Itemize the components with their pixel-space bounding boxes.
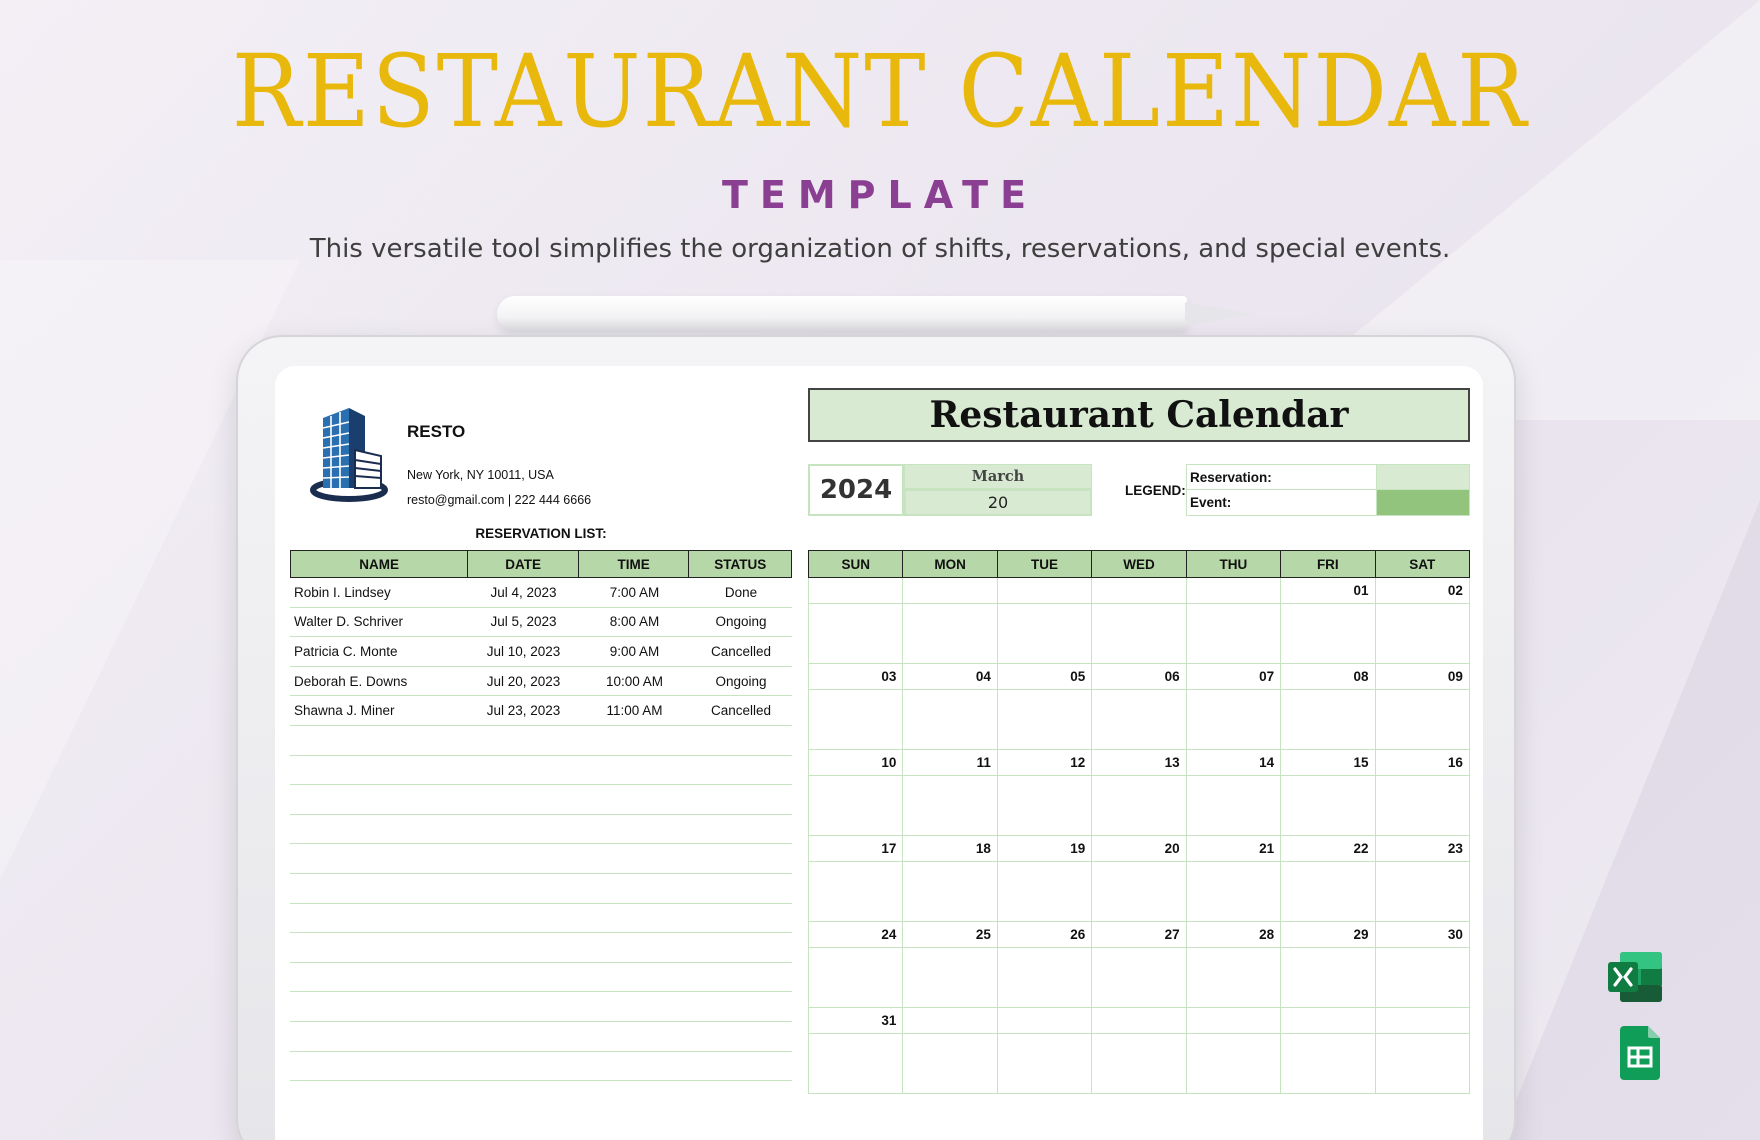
calendar-empty-cell[interactable] — [998, 578, 1092, 664]
table-row-empty[interactable] — [290, 756, 792, 786]
calendar-day-number: 02 — [1376, 578, 1469, 604]
cell-status[interactable]: Done — [724, 584, 758, 600]
calendar-day-number: 21 — [1187, 836, 1280, 862]
cell-date[interactable]: Jul 4, 2023 — [490, 584, 557, 600]
cell-time[interactable]: 9:00 AM — [609, 643, 660, 659]
calendar-day-number: 11 — [903, 750, 996, 776]
calendar-day-number: 30 — [1376, 922, 1469, 948]
google-sheets-icon[interactable] — [1620, 1026, 1662, 1080]
calendar-day-cell[interactable] — [1187, 836, 1281, 922]
cell-status[interactable]: Ongoing — [715, 673, 767, 689]
calendar-day-number — [1187, 578, 1280, 604]
calendar-day-number — [1376, 1008, 1469, 1034]
table-row-empty[interactable] — [290, 844, 792, 874]
calendar-week-row — [809, 836, 1470, 922]
reservation-table-header — [290, 550, 792, 578]
calendar-day-cell[interactable] — [1281, 664, 1375, 750]
table-row[interactable] — [290, 667, 792, 697]
cell-time[interactable]: 11:00 AM — [606, 703, 663, 719]
cell-time[interactable]: 8:00 AM — [609, 614, 660, 630]
cell-time[interactable]: 10:00 AM — [605, 673, 664, 689]
page-title: RESTAURANT CALENDAR — [231, 33, 1529, 150]
stylus-pen — [497, 296, 1187, 332]
calendar-day-number: 04 — [903, 664, 996, 690]
calendar-day-number: 14 — [1187, 750, 1280, 776]
table-row-empty[interactable] — [290, 874, 792, 904]
calendar-day-number — [903, 1008, 996, 1034]
calendar-day-cell[interactable] — [1187, 922, 1281, 1008]
calendar-day-number — [998, 578, 1091, 604]
calendar-day-number: 07 — [1187, 664, 1280, 690]
cell-name[interactable]: Robin I. Lindsey — [294, 584, 391, 600]
table-row-empty[interactable] — [290, 785, 792, 815]
calendar-day-cell[interactable] — [1376, 836, 1470, 922]
calendar-day-cell[interactable] — [809, 664, 903, 750]
table-row[interactable] — [290, 637, 792, 667]
cell-date[interactable]: Jul 23, 2023 — [486, 703, 561, 719]
table-row-empty[interactable] — [290, 815, 792, 845]
legend-event-label: Event: — [1187, 490, 1377, 515]
legend-reservation-label: Reservation: — [1187, 465, 1377, 489]
cell-name[interactable]: Shawna J. Miner — [294, 703, 395, 719]
year-cell[interactable]: 2024 — [808, 464, 904, 516]
company-contact: resto@gmail.com | 222 444 6666 — [407, 493, 592, 507]
weekday-sun: SUN — [809, 551, 903, 577]
weekday-header — [808, 550, 1470, 578]
column-header-status[interactable]: STATUS — [714, 556, 767, 572]
table-row-empty[interactable] — [290, 904, 792, 934]
calendar-empty-cell[interactable] — [1281, 1008, 1375, 1094]
calendar-day-cell[interactable] — [1376, 578, 1470, 664]
calendar-day-number: 01 — [1281, 578, 1374, 604]
calendar-day-number: 05 — [998, 664, 1091, 690]
weekday-tue: TUE — [998, 551, 1092, 577]
calendar-day-number — [1187, 1008, 1280, 1034]
calendar-day-number: 16 — [1376, 750, 1469, 776]
cell-date[interactable]: Jul 20, 2023 — [486, 673, 561, 689]
calendar-day-cell[interactable] — [1092, 664, 1186, 750]
cell-date[interactable]: Jul 10, 2023 — [486, 643, 561, 659]
calendar-day-number: 29 — [1281, 922, 1374, 948]
calendar-day-number: 26 — [998, 922, 1091, 948]
calendar-week-row — [809, 750, 1470, 836]
calendar-empty-cell[interactable] — [903, 1008, 997, 1094]
cell-status[interactable]: Cancelled — [710, 643, 772, 659]
calendar-day-cell[interactable] — [1092, 836, 1186, 922]
calendar-day-cell[interactable] — [998, 836, 1092, 922]
legend-label: LEGEND: — [1125, 483, 1186, 498]
calendar-day-cell[interactable] — [1281, 750, 1375, 836]
calendar-day-number: 23 — [1376, 836, 1469, 862]
company-name: RESTO — [407, 422, 466, 441]
legend-table — [1186, 464, 1470, 516]
column-header-name[interactable]: NAME — [291, 551, 468, 577]
calendar-empty-cell[interactable] — [1376, 1008, 1470, 1094]
weekday-mon: MON — [903, 551, 997, 577]
calendar-day-number — [809, 578, 902, 604]
calendar-empty-cell[interactable] — [998, 1008, 1092, 1094]
calendar-empty-cell[interactable] — [809, 578, 903, 664]
legend-reservation-swatch[interactable] — [1377, 465, 1469, 489]
calendar-title: Restaurant Calendar — [808, 388, 1470, 442]
calendar-day-cell[interactable] — [1376, 664, 1470, 750]
calendar-day-number: 19 — [998, 836, 1091, 862]
calendar-day-number: 22 — [1281, 836, 1374, 862]
calendar-day-number — [903, 578, 996, 604]
calendar-day-cell[interactable] — [998, 750, 1092, 836]
calendar-day-number: 15 — [1281, 750, 1374, 776]
calendar-day-number: 25 — [903, 922, 996, 948]
calendar-day-cell[interactable] — [1376, 922, 1470, 1008]
building-logo-icon — [309, 404, 389, 504]
calendar-day-cell[interactable] — [1281, 922, 1375, 1008]
calendar-day-number: 09 — [1376, 664, 1469, 690]
calendar-day-number: 31 — [809, 1008, 902, 1034]
day-cell[interactable]: 20 — [904, 489, 1092, 516]
calendar-day-cell[interactable] — [903, 922, 997, 1008]
spreadsheet-screen — [275, 366, 1483, 1140]
calendar-day-number: 03 — [809, 664, 902, 690]
table-row[interactable] — [290, 608, 792, 638]
calendar-day-number: 17 — [809, 836, 902, 862]
cell-name[interactable]: Deborah E. Downs — [294, 673, 408, 689]
calendar-day-cell[interactable] — [1281, 836, 1375, 922]
calendar-day-number: 08 — [1281, 664, 1374, 690]
table-row-empty[interactable] — [290, 963, 792, 993]
page-subtitle: TEMPLATE — [721, 173, 1039, 217]
cell-date[interactable]: Jul 5, 2023 — [490, 614, 557, 630]
calendar-week-row — [809, 578, 1470, 664]
table-row-empty[interactable] — [290, 992, 792, 1022]
reservation-list-title: RESERVATION LIST: — [475, 526, 607, 541]
cell-name[interactable]: Patricia C. Monte — [294, 643, 398, 659]
calendar-empty-cell[interactable] — [1092, 1008, 1186, 1094]
calendar-day-cell[interactable] — [903, 836, 997, 922]
legend-row-reservation — [1187, 465, 1469, 490]
legend-row-event — [1187, 490, 1469, 515]
cell-status[interactable]: Cancelled — [710, 703, 772, 719]
calendar-day-number: 13 — [1092, 750, 1185, 776]
calendar-week-row — [809, 1008, 1470, 1094]
cell-name[interactable]: Walter D. Schriver — [294, 614, 404, 630]
column-header-time[interactable]: TIME — [579, 551, 690, 577]
company-address: New York, NY 10011, USA — [407, 468, 554, 482]
weekday-wed: WED — [1092, 551, 1186, 577]
weekday-thu: THU — [1187, 551, 1281, 577]
table-row[interactable] — [290, 578, 792, 608]
weekday-sat: SAT — [1409, 556, 1436, 572]
calendar-day-cell[interactable] — [903, 664, 997, 750]
calendar-day-cell[interactable] — [809, 1008, 903, 1094]
calendar-day-cell[interactable] — [998, 664, 1092, 750]
table-row-empty[interactable] — [290, 1052, 792, 1082]
calendar-day-number — [1092, 578, 1185, 604]
weekday-fri: FRI — [1281, 551, 1375, 577]
column-header-date[interactable]: DATE — [468, 551, 579, 577]
legend-event-swatch[interactable] — [1377, 490, 1469, 515]
calendar-day-cell[interactable] — [1187, 664, 1281, 750]
calendar-day-cell[interactable] — [1281, 578, 1375, 664]
calendar-day-cell[interactable] — [1092, 750, 1186, 836]
calendar-day-cell[interactable] — [1187, 750, 1281, 836]
calendar-day-cell[interactable] — [998, 922, 1092, 1008]
calendar-week-row — [809, 664, 1470, 750]
page-tagline: This versatile tool simplifies the organization of shifts, reservations, and special events. — [309, 234, 1451, 264]
calendar-day-number: 20 — [1092, 836, 1185, 862]
excel-icon[interactable] — [1606, 950, 1664, 1004]
stylus-tip — [1185, 302, 1253, 326]
calendar-day-cell[interactable] — [809, 922, 903, 1008]
calendar-day-cell[interactable] — [903, 750, 997, 836]
cell-status[interactable]: Ongoing — [715, 614, 767, 630]
table-row[interactable] — [290, 696, 792, 726]
cell-time[interactable]: 7:00 AM — [609, 584, 660, 600]
calendar-day-number: 18 — [903, 836, 996, 862]
calendar-empty-cell[interactable] — [903, 578, 997, 664]
calendar-day-number: 27 — [1092, 922, 1185, 948]
calendar-day-number — [998, 1008, 1091, 1034]
calendar-empty-cell[interactable] — [1187, 578, 1281, 664]
calendar-day-number: 12 — [998, 750, 1091, 776]
calendar-grid — [808, 578, 1470, 1094]
calendar-day-number: 10 — [809, 750, 902, 776]
month-cell[interactable]: March — [904, 464, 1092, 489]
calendar-empty-cell[interactable] — [1187, 1008, 1281, 1094]
calendar-day-cell[interactable] — [1092, 922, 1186, 1008]
calendar-day-number — [1281, 1008, 1374, 1034]
calendar-day-number: 24 — [809, 922, 902, 948]
calendar-day-cell[interactable] — [1376, 750, 1470, 836]
calendar-day-number: 06 — [1092, 664, 1185, 690]
calendar-day-cell[interactable] — [809, 750, 903, 836]
table-row-empty[interactable] — [290, 726, 792, 756]
table-row-empty[interactable] — [290, 933, 792, 963]
calendar-empty-cell[interactable] — [1092, 578, 1186, 664]
table-row-empty[interactable] — [290, 1022, 792, 1052]
reservation-table — [290, 550, 792, 1081]
calendar-day-cell[interactable] — [809, 836, 903, 922]
calendar-day-number: 28 — [1187, 922, 1280, 948]
calendar-day-number — [1092, 1008, 1185, 1034]
calendar-week-row — [809, 922, 1470, 1008]
